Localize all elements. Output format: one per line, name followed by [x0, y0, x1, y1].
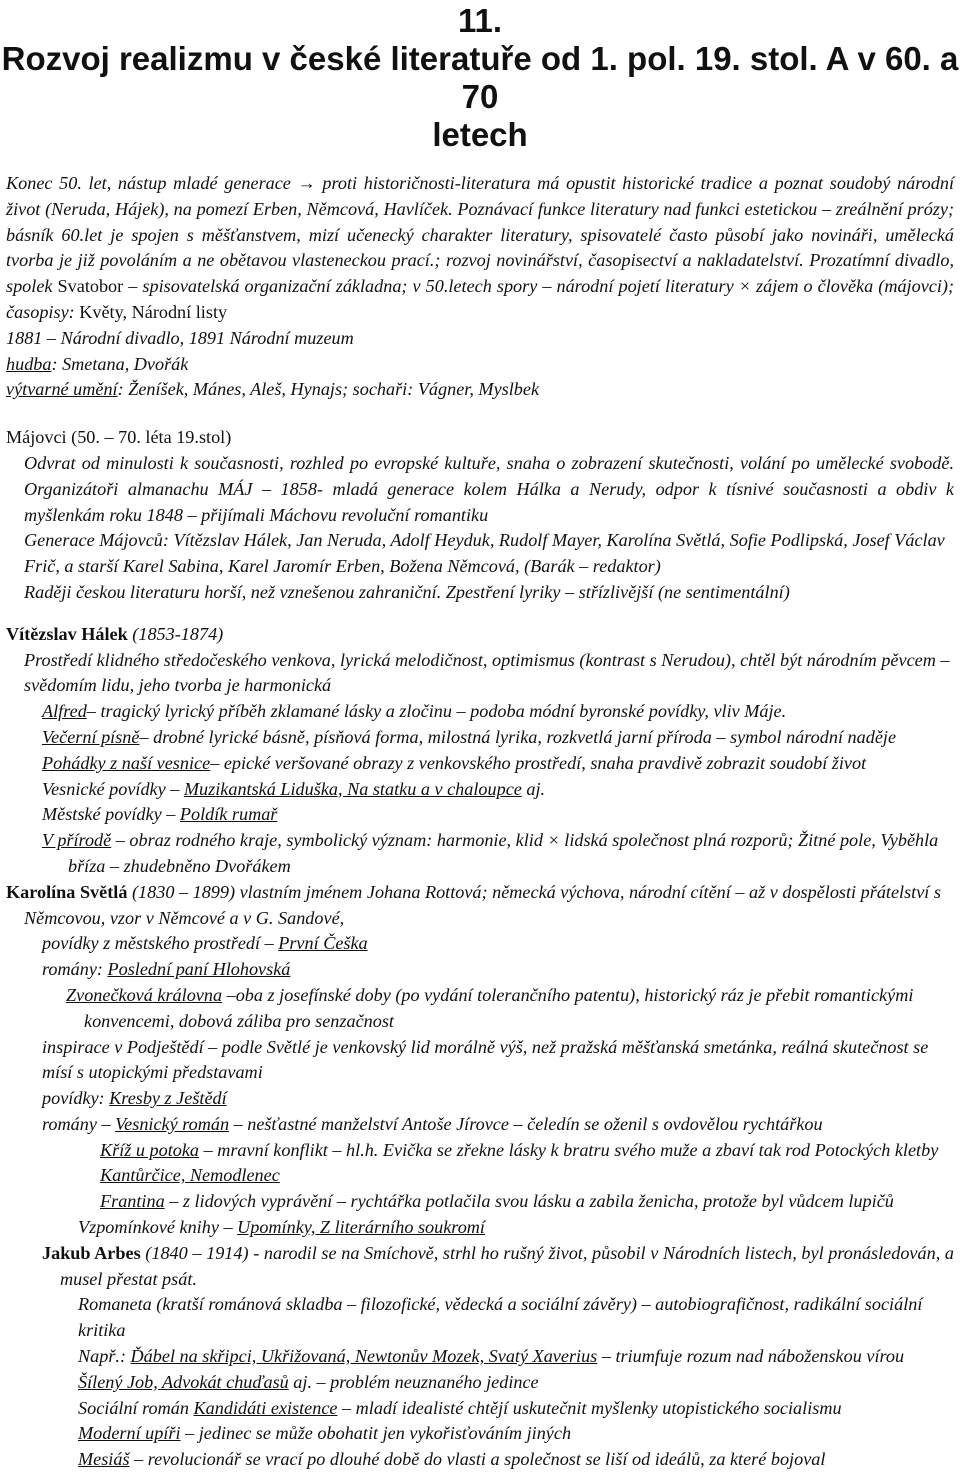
arbes-mesias	[42, 1447, 954, 1473]
intro-paragraph	[6, 171, 954, 326]
mesias-title: Mesiáš	[78, 1449, 130, 1470]
vecerni-desc: – drobné lyrické básně, písňová forma, milostná lyrika, rozkvetlá jarní příroda – symbol národní naděje	[139, 726, 897, 747]
napr-label: Např.:	[78, 1346, 131, 1367]
svetla-romany2-label: romány –	[42, 1113, 116, 1134]
zvonecek-desc: –oba z josefínské doby (po vydání tolerančního patentu), historický ráz je přebit romantickými konvencemi, dobová záliba pro senzačnost	[84, 984, 914, 1031]
moderni-title: Moderní upíři	[78, 1423, 181, 1444]
arbes-romaneta: Romaneta (kratší románová skladba – filozofické, vědecká a sociální závěry) – autobiografičnost, radikální sociální kritika	[78, 1294, 923, 1341]
halek-alfred	[6, 699, 954, 725]
svetla-povidky-label: povídky z městského prostředí –	[42, 933, 279, 954]
arbes-intro: (1840 – 1914) - narodil se na Smíchově, strhl ho rušný život, působil v Národních listech, byl pronásledován, a musel přestat psát.	[60, 1242, 954, 1289]
arbes-socialni	[42, 1396, 954, 1422]
arbes-name: Jakub Arbes	[42, 1242, 141, 1263]
vytvarne-line	[6, 377, 954, 403]
pohadky-title: Pohádky z naší vesnice	[42, 752, 211, 773]
majovci-p2: Generace Májovců: Vítězslav Hálek, Jan Neruda, Adolf Heyduk, Rudolf Mayer, Karolína Světlá, Sofie Podlipská, Josef Václav Frič, a starší Karel Sabina, Karel Jaromír Erben, Božena Němcová, (Barák – redaktor)	[24, 530, 945, 577]
prirode-title: V přírodě	[42, 830, 112, 851]
arbes-heading	[42, 1241, 954, 1293]
mestske-label: Městské povídky –	[42, 804, 180, 825]
zvonecek-title: Zvonečková královna	[66, 984, 223, 1005]
frantina-title: Frantina	[100, 1191, 165, 1212]
svetla-povidky2	[6, 1086, 954, 1112]
socialni-title: Kandidáti existence	[193, 1397, 338, 1418]
halek-name: Vítězslav Hálek	[6, 623, 128, 644]
majovci-heading: Májovci (50. – 70. léta 19.stol)	[6, 427, 232, 448]
svetla-vzpominky	[42, 1215, 954, 1241]
kriz-title: Kříž u potoka	[100, 1139, 200, 1160]
page-title	[0, 40, 960, 154]
napr-titles: Ďábel na skřipci, Ukřižovaná, Newtonův Mozek, Svatý Xaverius	[130, 1346, 598, 1367]
svetla-romany-label: romány:	[42, 959, 108, 980]
prirode-desc: – obraz rodného kraje, symbolický význam: harmonie, klid × lidská společnost plná rozporů; Žitné pole, Vyběhla bříza – zhudebněno Dvořákem	[68, 830, 939, 876]
mestske-title: Poldík rumař	[179, 804, 278, 825]
silenyj-desc: aj. – problém neuznaného jedince	[288, 1371, 539, 1392]
alfred-desc: – tragický lyrický příběh zklamané lásky a zločinu – podoba módní byronské povídky, vliv Máje.	[86, 701, 787, 722]
vytvarne-label: výtvarné umění	[6, 379, 118, 400]
arbes-moderni	[42, 1421, 954, 1447]
socialni-label: Sociální román	[78, 1397, 194, 1418]
intro-tail-text: – spisovatelská organizační základna; v 50.letech spory – národní pojetí literatury × zájem o člověka (májovci); časopisy:	[6, 276, 955, 322]
svetla-kanturcice	[42, 1163, 954, 1189]
halek-pohadky	[6, 751, 954, 777]
svetla-intro: (1830 – 1899) vlastním jménem Johana Rottová; německá výchova, národní cítění – až v dospělosti přátelství s Němcovou, vzor v Němcové a v G. Sandové,	[24, 881, 941, 928]
vesnicke-tail: aj.	[521, 778, 546, 799]
kanturcice-title: Kantůrčice, Nemodlenec	[100, 1165, 280, 1186]
halek-prirode	[6, 828, 954, 880]
kriz-desc: – mravní konflikt – hl.h. Evička se zřekne lásky k bratru svého muže a zbaví tak rod Potockých kletby	[199, 1139, 939, 1160]
majovci-p1: Odvrat od minulosti k současnosti, rozhled po evropské kultuře, snaha o zobrazení skutečnosti, volání po umělecké svobodě. Organizátoři almanachu MÁJ – 1858- mladá generace kolem Hálka a Nerudy, odpor k tísnivé současnosti a obdiv k myšlenkám roku 1848 – přijímali Máchovu revoluční romantiku	[24, 452, 954, 525]
arbes-napr	[42, 1344, 954, 1396]
page-title-line1: Rozvoj realizmu v české literatuře od 1. pol. 19. stol. A v 60. a 70	[1, 40, 959, 115]
hudba-label: hudba	[6, 353, 52, 374]
svetla-inspirace: inspirace v Podještědí – podle Světlé je venkovský lid morálně výš, než pražská měšťanská smetánka, reálná skutečnost se mísí s utopickými představami	[42, 1036, 929, 1083]
napr-desc: – triumfuje rozum nad náboženskou vírou	[597, 1346, 905, 1367]
silenyj-titles: Šílený Job, Advokát chuďasů	[78, 1371, 289, 1392]
vecerni-title: Večerní písně	[42, 726, 140, 747]
halek-mestske	[6, 802, 954, 828]
socialni-desc: – mladí idealisté chtějí uskutečnit myšlenky utopistického socialismu	[337, 1397, 842, 1418]
vesnicke-titles: Muzikantská Liduška, Na statku a v chaloupce	[183, 778, 522, 799]
svetla-zvonecek	[6, 983, 954, 1035]
halek-heading	[6, 622, 954, 648]
svetla-kriz	[42, 1138, 954, 1164]
svatobor-text: Svatobor	[57, 276, 124, 297]
svetla-romany2-desc: – nešťastné manželství Antoše Jírovce – čeledín se oženil s ovdovělou rychtářkou	[229, 1113, 823, 1134]
svetla-romany	[6, 957, 954, 983]
svetla-frantina	[42, 1189, 954, 1215]
vytvarne-text: : Ženíšek, Mánes, Aleš, Hynajs; sochaři: Vágner, Myslbek	[117, 379, 540, 400]
hudba-text: : Smetana, Dvořák	[51, 353, 189, 374]
svetla-povidky2-title: Kresby z Ještědí	[109, 1088, 227, 1109]
moderni-desc: – jedinec se může obohatit jen vykořisťováním jiných	[180, 1423, 572, 1444]
svetla-romany2-title: Vesnický román	[115, 1113, 230, 1134]
frantina-desc: – z lidových vyprávění – rychtářka potlačila svou lásku a zabila ženicha, protože byl vůdcem lupičů	[164, 1191, 894, 1212]
svetla-heading	[6, 880, 954, 932]
divadlo-line: 1881 – Národní divadlo, 1891 Národní muzeum	[6, 327, 354, 348]
halek-years: (1853-1874)	[127, 623, 224, 644]
majovci-p3: Raději českou literaturu horší, než vznešenou zahraniční. Zpestření lyriky – střízlivější (ne sentimentální)	[24, 581, 790, 602]
svetla-romany2	[6, 1112, 954, 1473]
chapter-number: 11.	[457, 2, 503, 39]
alfred-title: Alfred	[42, 701, 87, 722]
hudba-line	[6, 352, 954, 378]
mesias-desc: – revolucionář se vrací po dlouhé době do vlasti a společnost se liší od ideálů, za které bojoval	[129, 1449, 826, 1470]
document-body	[0, 171, 960, 1473]
halek-vecerni	[6, 725, 954, 751]
svetla-povidky2-label: povídky:	[42, 1088, 110, 1109]
vzpominky-titles: Upomínky, Z literárního soukromí	[237, 1217, 485, 1238]
halek-vesnicke	[6, 777, 954, 803]
svetla-romany-title: Poslední paní Hlohovská	[107, 959, 291, 980]
intro-text: Konec 50. let, nástup mladé generace → proti historičnosti-literatura má opustit historické tradice a poznat soudobý národní život (Neruda, Hájek), na pomezí Erben, Němcová, Havlíček. Poznávací funkce literatury nad funkci estetickou – zreálnění prózy; básník 60.let je spojen s měšťanstvem, mizí učenecký charakter literatury, spisovatelé často působí jako novináři, umělecká tvorba je již povoláním a ne obětavou vlasteneckou prací.; rozvoj novinářství, časopisectví a nakladatelství. Prozatímní divadlo, spolek	[6, 173, 954, 297]
svetla-povidky-title: První Češka	[278, 933, 368, 954]
svetla-povidky	[6, 931, 954, 957]
vesnicke-label: Vesnické povídky –	[42, 778, 184, 799]
vzpominky-label: Vzpomínkové knihy –	[78, 1217, 238, 1238]
pohadky-desc: – epické veršované obrazy z venkovského prostředí, snaha pravdivě zobrazit soudobí život	[210, 752, 867, 773]
page-title-line2: letech	[432, 116, 528, 153]
svetla-name: Karolína Světlá	[6, 881, 128, 902]
casopisy-text: Květy, Národní listy	[79, 301, 228, 322]
halek-p1: Prostředí klidného středočeského venkova, lyrická melodičnost, optimismus (kontrast s Nerudou), chtěl být národním pěvcem – svědomím lidu, jeho tvorba je harmonická	[24, 649, 950, 696]
